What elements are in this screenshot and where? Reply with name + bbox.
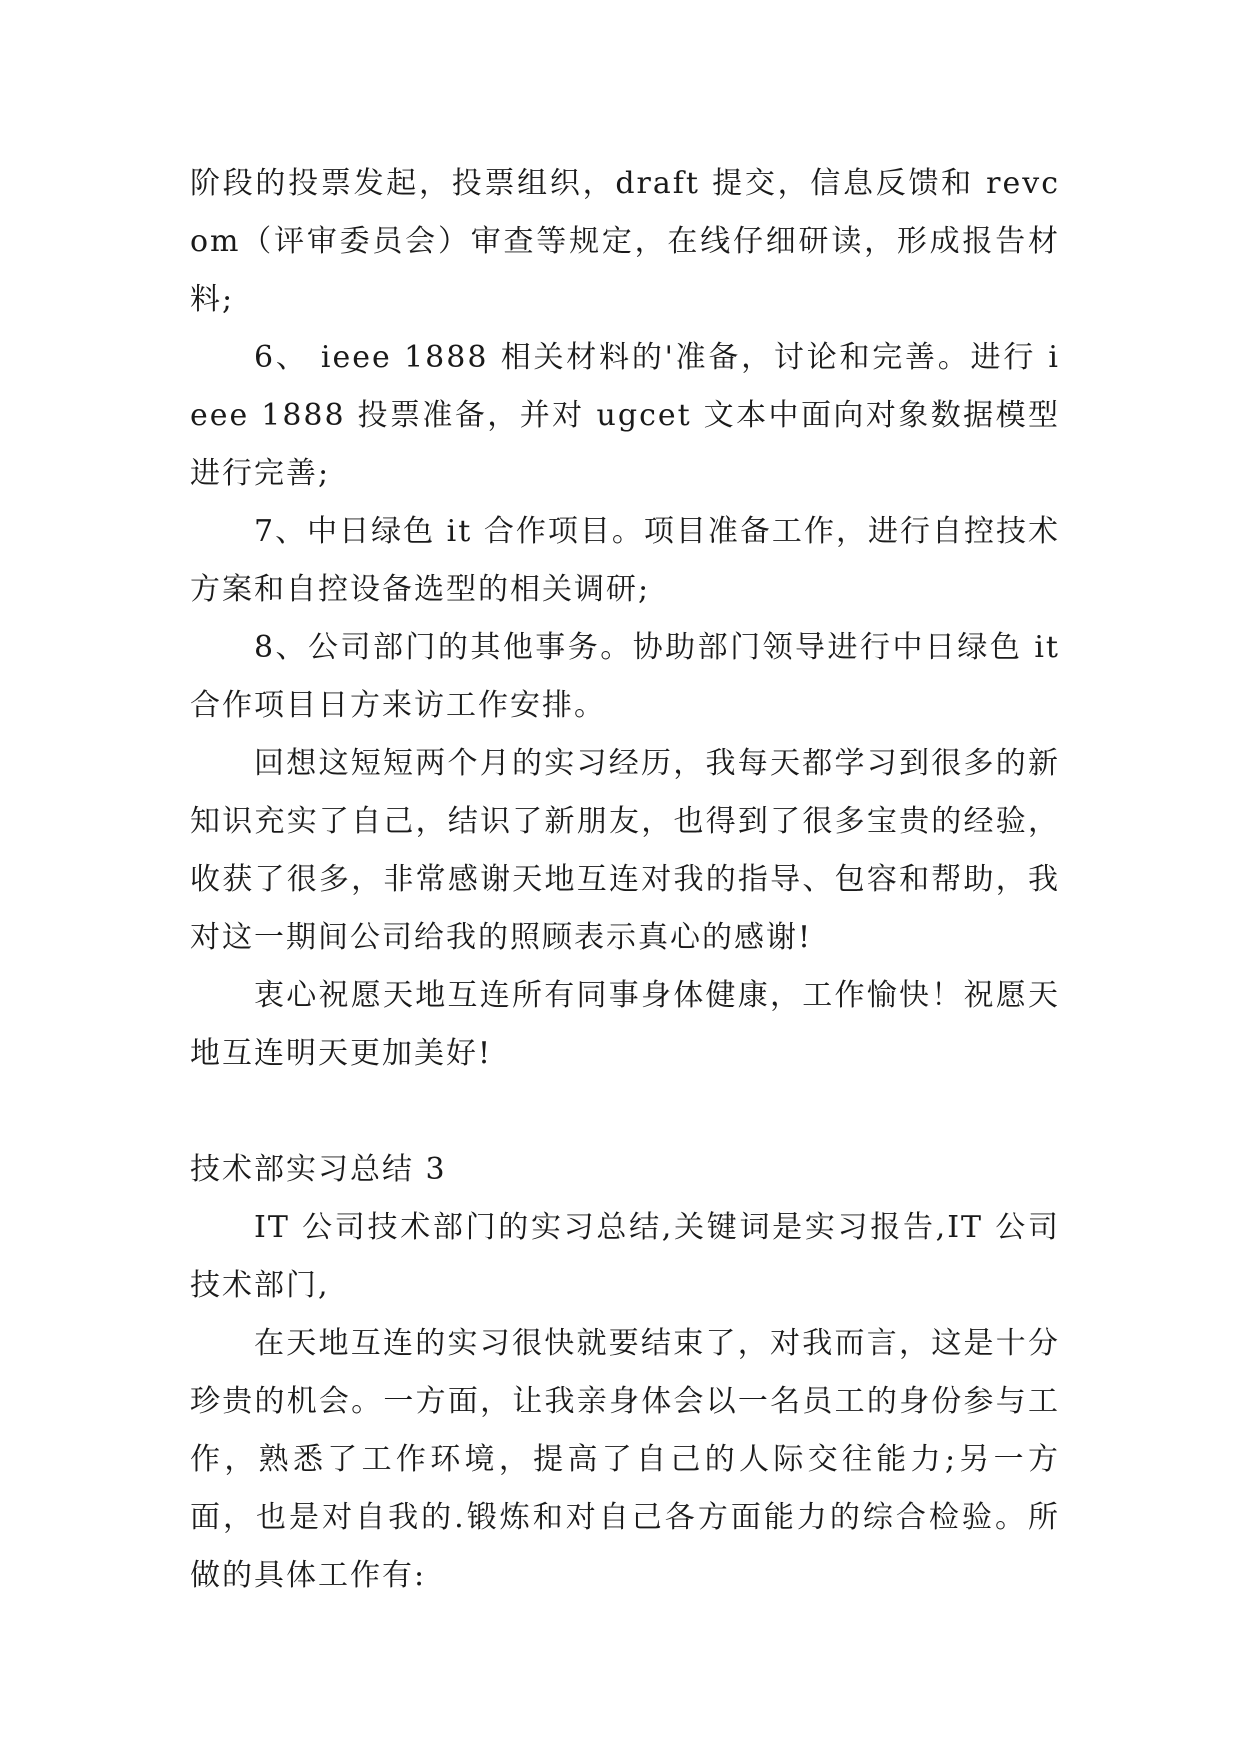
document-body [190,155,1060,1605]
paragraph: 7、中日绿色 it 合作项目。项目准备工作，进行自控技术方案和自控设备选型的相关调研; [190,514,1060,607]
paragraph: 阶段的投票发起，投票组织，draft 提交，信息反馈和 revcom（评审委员会）审查等规定，在线仔细研读，形成报告材料; [190,166,1060,317]
paragraph: 回想这短短两个月的实习经历，我每天都学习到很多的新知识充实了自己，结识了新朋友，也得到了很多宝贵的经验，收获了很多，非常感谢天地互连对我的指导、包容和帮助，我对这一期间公司给我的照顾表示真心的感谢! [190,746,1060,955]
paragraph: 在天地互连的实习很快就要结束了，对我而言，这是十分珍贵的机会。一方面，让我亲身体会以一名员工的身份参与工作，熟悉了工作环境，提高了自己的人际交往能力;另一方面，也是对自我的.锻炼和对自己各方面能力的综合检验。所做的具体工作有: [190,1326,1060,1593]
section-title: 技术部实习总结 3 [190,1152,447,1187]
paragraph: IT 公司技术部门的实习总结,关键词是实习报告,IT 公司技术部门, [190,1210,1060,1303]
paragraph: 衷心祝愿天地互连所有同事身体健康，工作愉快！祝愿天地互连明天更加美好! [190,978,1060,1071]
paragraph: 8、公司部门的其他事务。协助部门领导进行中日绿色 it 合作项目日方来访工作安排。 [190,630,1060,723]
paragraph: 6、 ieee 1888 相关材料的'准备，讨论和完善。进行 ieee 1888 投票准备，并对 ugcet 文本中面向对象数据模型进行完善; [190,340,1060,491]
